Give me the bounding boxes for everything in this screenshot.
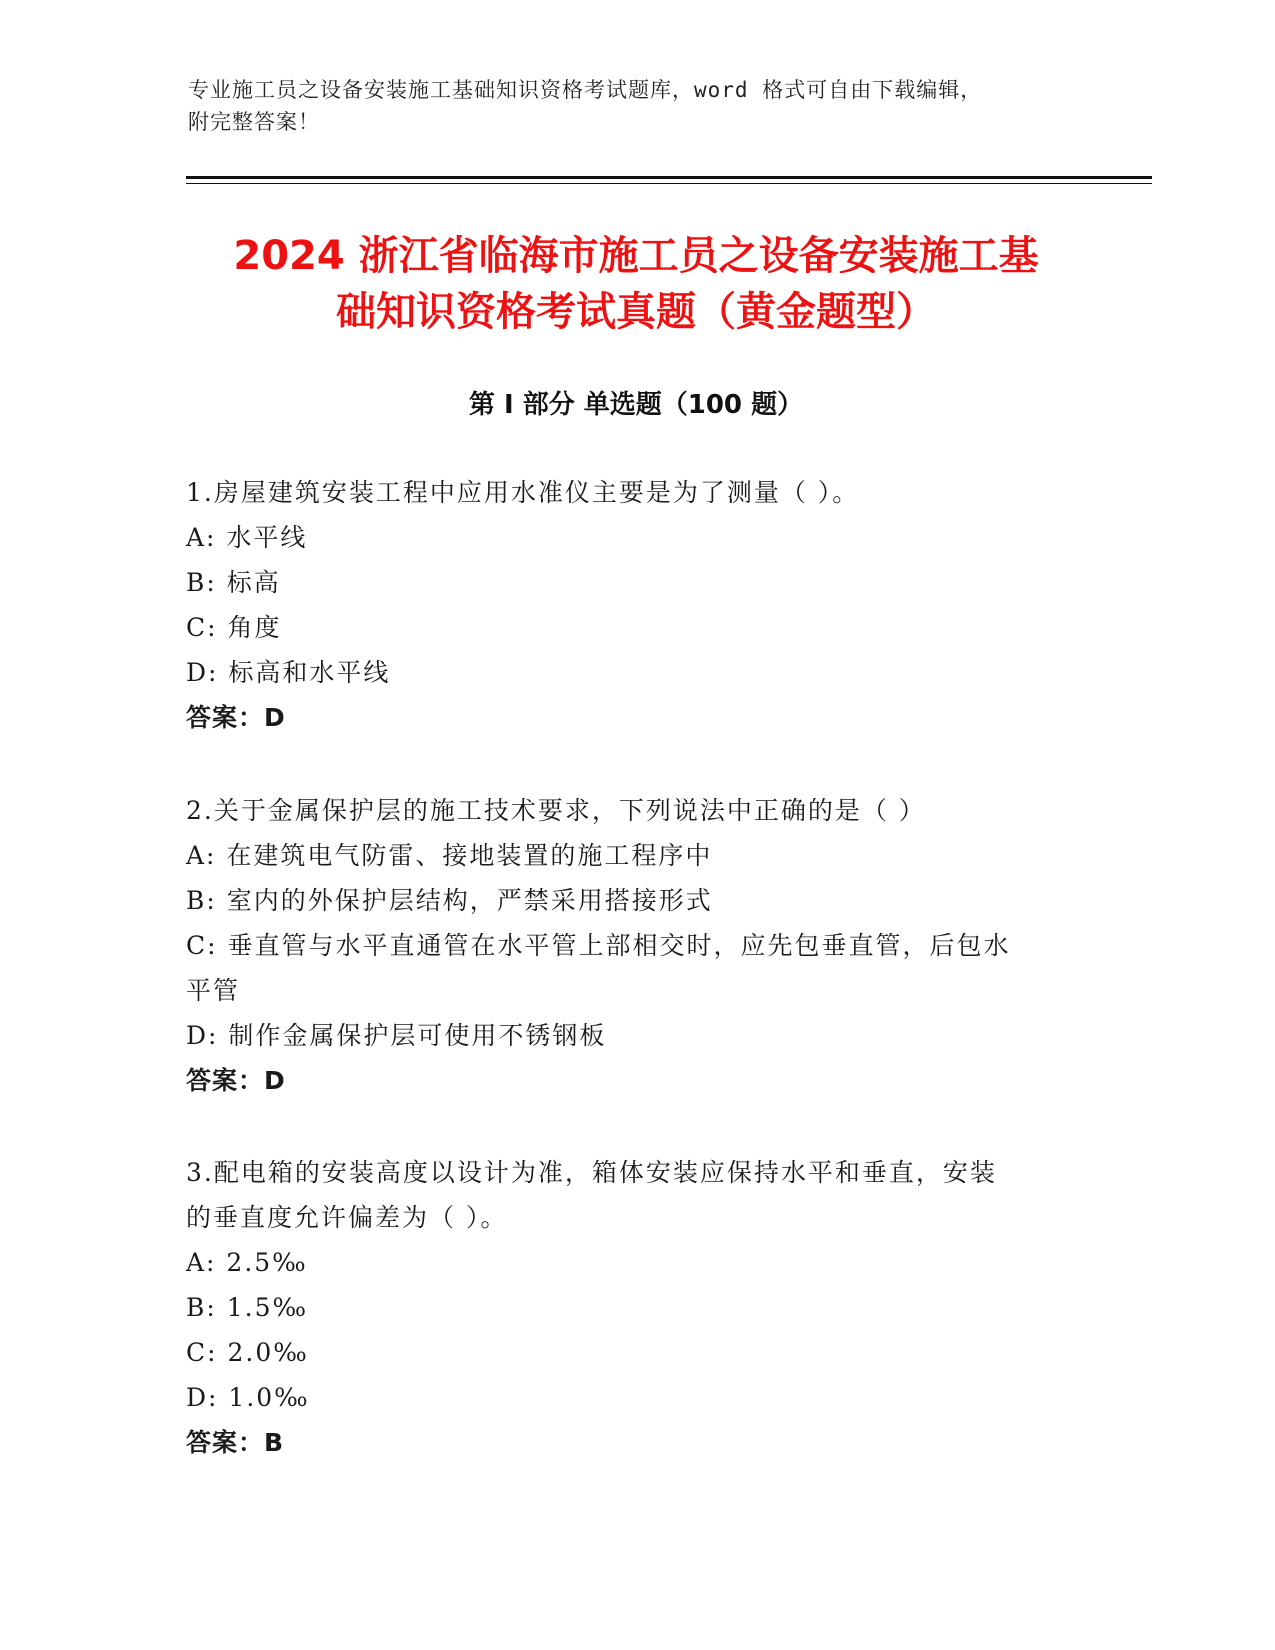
question-3 (186, 1150, 1076, 1465)
answer: 答案：D (186, 1066, 286, 1095)
option-b: B: 1.5‰ (186, 1293, 309, 1322)
question-stem: 2.关于金属保护层的施工技术要求，下列说法中正确的是（ ） (186, 796, 926, 825)
option-c: C: 角度 (186, 613, 282, 642)
section-title: 第 I 部分 单选题（100 题） (468, 390, 804, 420)
option-a: A: 在建筑电气防雷、接地装置的施工程序中 (186, 841, 713, 870)
header-note-line: 附完整答案！ (188, 110, 320, 134)
question-2 (186, 788, 1076, 1103)
option-a: A: 2.5‰ (186, 1248, 308, 1277)
header-note (188, 74, 1088, 138)
header-divider-thin (186, 183, 1152, 184)
document-title (186, 228, 1086, 340)
option-d: D: 1.0‰ (186, 1383, 310, 1412)
option-b: B: 标高 (186, 568, 281, 597)
option-a: A: 水平线 (186, 523, 308, 552)
answer: 答案：B (186, 1428, 285, 1457)
question-stem: 1.房屋建筑安装工程中应用水准仪主要是为了测量（ ）。 (186, 478, 860, 507)
option-c: C: 垂直管与水平直通管在水平管上部相交时，应先包垂直管，后包水 (186, 931, 1011, 960)
option-d: D: 标高和水平线 (186, 658, 391, 687)
question-1 (186, 470, 1076, 740)
header-note-line: 专业施工员之设备安装施工基础知识资格考试题库，word 格式可自由下载编辑， (188, 78, 983, 102)
question-stem-continued: 的垂直度允许偏差为（ ）。 (186, 1203, 508, 1232)
question-stem: 3.配电箱的安装高度以设计为准，箱体安装应保持水平和垂直，安装 (186, 1158, 997, 1187)
option-c: C: 2.0‰ (186, 1338, 309, 1367)
document-title-line: 2024 浙江省临海市施工员之设备安装施工基 (233, 233, 1039, 279)
answer: 答案：D (186, 703, 286, 732)
header-divider-thick (186, 176, 1152, 179)
option-c-continued: 平管 (186, 976, 241, 1005)
option-b: B: 室内的外保护层结构，严禁采用搭接形式 (186, 886, 713, 915)
document-title-line: 础知识资格考试真题（黄金题型） (336, 289, 936, 335)
option-d: D: 制作金属保护层可使用不锈钢板 (186, 1021, 607, 1050)
